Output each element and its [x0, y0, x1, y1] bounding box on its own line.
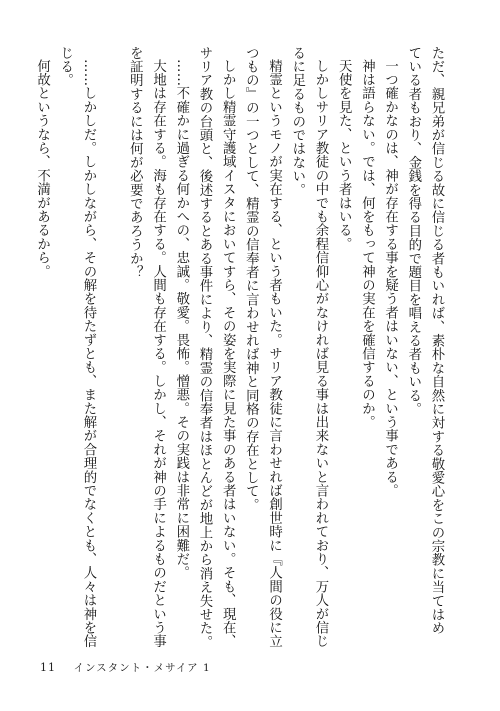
page-number: 11	[40, 661, 56, 674]
text-line: を証明するには何が必要であろうか？	[127, 46, 143, 279]
text-line: 何故というなら、不満があるから。	[34, 59, 50, 279]
text-line: 精霊というモノが実在する、という者もいた。サリア教徒に言わせれば創世時に『人間の役に立	[266, 59, 282, 649]
text-line: 天使を見た、という者はいる。	[336, 59, 352, 252]
text-line: ている者もおり、金銭を得る目的で題目を唱える者もいる。	[405, 46, 421, 416]
running-title: インスタント・メサイア 1	[73, 662, 211, 674]
text-line: 一つ確かなのは、神が存在する事を疑う者はいない、という事である。	[382, 59, 398, 498]
text-line: サリア教の台頭と、後述するとある事件により、精霊の信奉者はほとんどが地上から消え失せた。	[196, 46, 212, 649]
text-line: るに足るものではない。	[289, 46, 305, 197]
vertical-text-body	[30, 46, 448, 649]
page-footer	[40, 660, 211, 675]
text-line: つもの』の一つとして、精霊の信奉者に言わせれば神と同格の存在として。	[243, 46, 259, 512]
text-line: じる。	[57, 46, 73, 88]
text-line: しかしサリア教徒の中でも余程信仰心がなければ見る事は出来ないと言われており、万人が信じ	[312, 59, 328, 649]
text-line: 神は語らない。では、何をもって神の実在を確信するのか。	[359, 59, 375, 430]
text-line: 大地は存在する。海も存在する。人間も存在する。しかし、それが神の手によるものだという事	[150, 59, 166, 649]
blank-line	[100, 46, 123, 626]
text-line: ……不確かに過ぎる何かへの、忠誠。敬愛。畏怖。憎悪。その実践は非常に困難だ。	[173, 59, 189, 580]
text-line: しかし精霊守護域イスタにおいてすら、その姿を実際に見た事のある者はいない。そも、現在、	[220, 59, 236, 649]
text-line: ……しかしだ。しかしながら、その解を待たずとも、また解が合理的でなくとも、人々は神を信	[80, 59, 96, 649]
text-line: ただ、親兄弟が信じる故に信じる者もいれば、素朴な自然に対する敬愛心をこの宗教に当てはめ	[429, 46, 444, 636]
